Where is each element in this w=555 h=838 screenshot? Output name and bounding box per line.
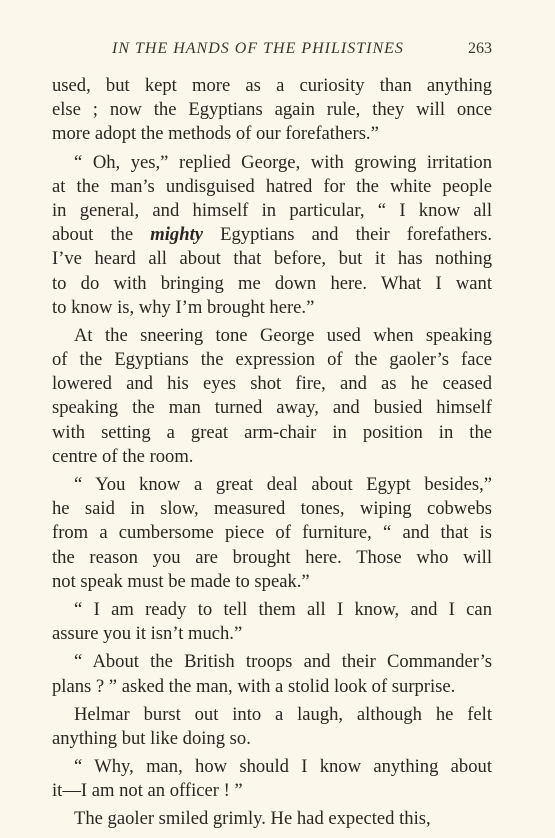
- text-line: Helmar burst out into a laugh, although he felt: [74, 703, 492, 725]
- paragraph: [52, 473, 492, 594]
- paragraph: [52, 74, 492, 147]
- paragraph: [52, 703, 492, 751]
- body-text: [52, 74, 492, 832]
- paragraph: [52, 755, 492, 803]
- running-title: IN THE HANDS OF THE PHILISTINES: [112, 40, 404, 57]
- text-line: speaking the man turned away, and busied himself: [52, 397, 492, 419]
- paragraph: [52, 807, 492, 831]
- paragraph: [52, 151, 492, 320]
- text-line: more adopt the methods of our forefathers.”: [52, 123, 379, 145]
- text-line: with setting a great arm-chair in position in the: [52, 421, 492, 443]
- text-line: from a cumbersome piece of furniture, “ and that is: [52, 522, 492, 544]
- text-line: The gaoler smiled grimly. He had expected this,: [74, 808, 431, 830]
- text-line: he said in slow, measured tones, wiping cobwebs: [52, 498, 492, 520]
- text-line: plans ? ” asked the man, with a stolid look of surprise.: [52, 675, 456, 697]
- text-line: anything but like doing so.: [52, 727, 251, 749]
- emphasized-word: mighty: [150, 224, 203, 246]
- text-line: the reason you are brought here. Those who will: [52, 546, 492, 568]
- text-line: to know is, why I’m brought here.”: [52, 296, 315, 318]
- text-line: At the sneering tone George used when speaking: [74, 324, 492, 346]
- text-line: lowered and his eyes shot fire, and as he ceased: [52, 373, 492, 395]
- text-line: in general, and himself in particular, “ I know all: [52, 199, 492, 221]
- text-line: “ About the British troops and their Commander’s: [74, 651, 492, 673]
- text-line: else ; now the Egyptians again rule, they will once: [52, 99, 492, 121]
- page-number: 263: [468, 40, 492, 57]
- paragraph: [52, 650, 492, 698]
- text-line: assure you it isn’t much.”: [52, 623, 243, 645]
- text-line: to do with bringing me down here. What I want: [52, 272, 492, 294]
- text-line: I’ve heard all about that before, but it has nothing: [52, 248, 492, 270]
- text-line: “ Oh, yes,” replied George, with growing irritation: [74, 151, 492, 173]
- paragraph: [52, 324, 492, 469]
- text-line: “ Why, man, how should I know anything about: [74, 756, 492, 778]
- text-line: of the Egyptians the expression of the gaoler’s face: [52, 349, 492, 371]
- text-line: centre of the room.: [52, 445, 194, 467]
- text-line: used, but kept more as a curiosity than anything: [52, 75, 492, 96]
- text-line: “ You know a great deal about Egypt besides,”: [74, 474, 492, 495]
- paragraph: [52, 598, 492, 646]
- text-line: not speak must be made to speak.”: [52, 570, 310, 592]
- text-line: it—I am not an officer ! ”: [52, 780, 243, 802]
- text-line: “ I am ready to tell them all I know, and I can: [74, 598, 492, 620]
- text-line: at the man’s undisguised hatred for the white people: [52, 175, 492, 197]
- running-head: [52, 40, 492, 62]
- text-line: about the mighty Egyptians and their forefathers.: [52, 224, 492, 246]
